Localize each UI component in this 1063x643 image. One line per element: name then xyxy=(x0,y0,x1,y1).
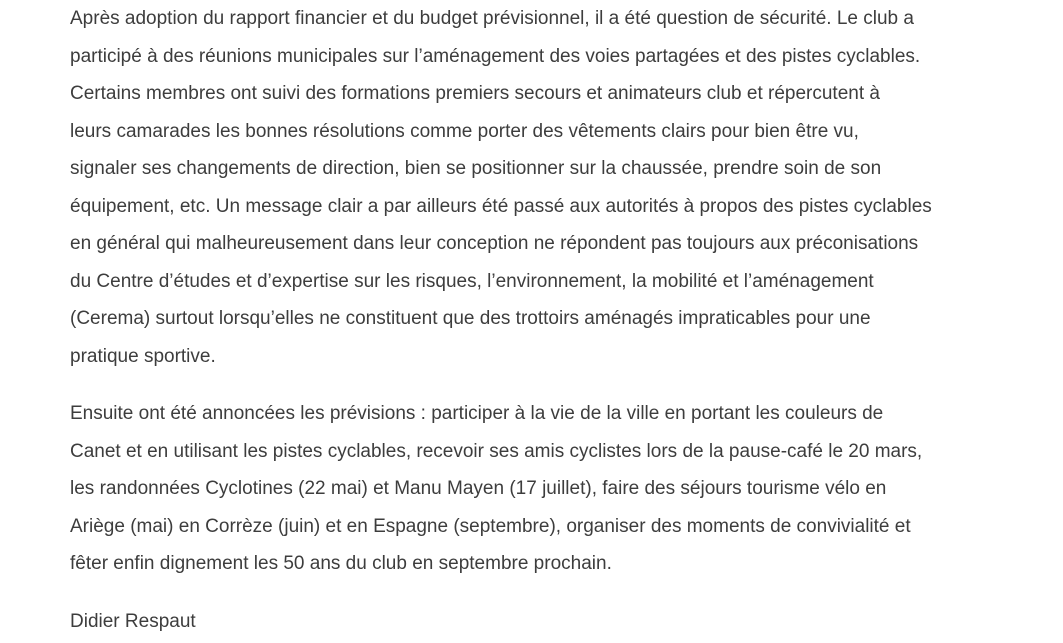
signature-paragraph xyxy=(70,603,1003,641)
text-line: pratique sportive. xyxy=(70,345,216,367)
text-line: participé à des réunions municipales sur l’aménagement des voies partagées et des pistes cyclables. xyxy=(70,45,921,67)
text-line: leurs camarades les bonnes résolutions comme porter des vêtements clairs pour bien être vu, xyxy=(70,120,859,142)
text-line: Ensuite ont été annoncées les prévisions : participer à la vie de la ville en portant les couleurs de xyxy=(70,403,884,424)
text-line: Ariège (mai) en Corrèze (juin) et en Espagne (septembre), organiser des moments de convivialité et xyxy=(70,515,911,537)
text-line: signaler ses changements de direction, bien se positionner sur la chaussée, prendre soin de son xyxy=(70,158,882,179)
text-line: du Centre d’études et d’expertise sur les risques, l’environnement, la mobilité et l’aménagement xyxy=(70,270,874,292)
text-line: Canet et en utilisant les pistes cyclables, recevoir ses amis cyclistes lors de la pause-café le 20 mars, xyxy=(70,440,923,462)
text-line: en général qui malheureusement dans leur conception ne répondent pas toujours aux préconisations xyxy=(70,233,919,254)
text-line: équipement, etc. Un message clair a par ailleurs été passé aux autorités à propos des pistes cyclables xyxy=(70,195,932,217)
text-line: les randonnées Cyclotines (22 mai) et Manu Mayen (17 juillet), faire des séjours tourisme vélo en xyxy=(70,478,887,499)
text-line: (Cerema) surtout lorsqu’elles ne constituent que des trottoirs aménagés impraticables pour une xyxy=(70,308,871,329)
paragraph xyxy=(70,395,1003,583)
text-line: Certains membres ont suivi des formations premiers secours et animateurs club et répercutent à xyxy=(70,83,880,104)
text-line: Après adoption du rapport financier et du budget prévisionnel, il a été question de sécurité. Le club a xyxy=(70,8,914,29)
paragraph xyxy=(70,0,1003,375)
text-line: fêter enfin dignement les 50 ans du club en septembre prochain. xyxy=(70,553,612,574)
text-line: Didier Respaut xyxy=(70,610,196,632)
